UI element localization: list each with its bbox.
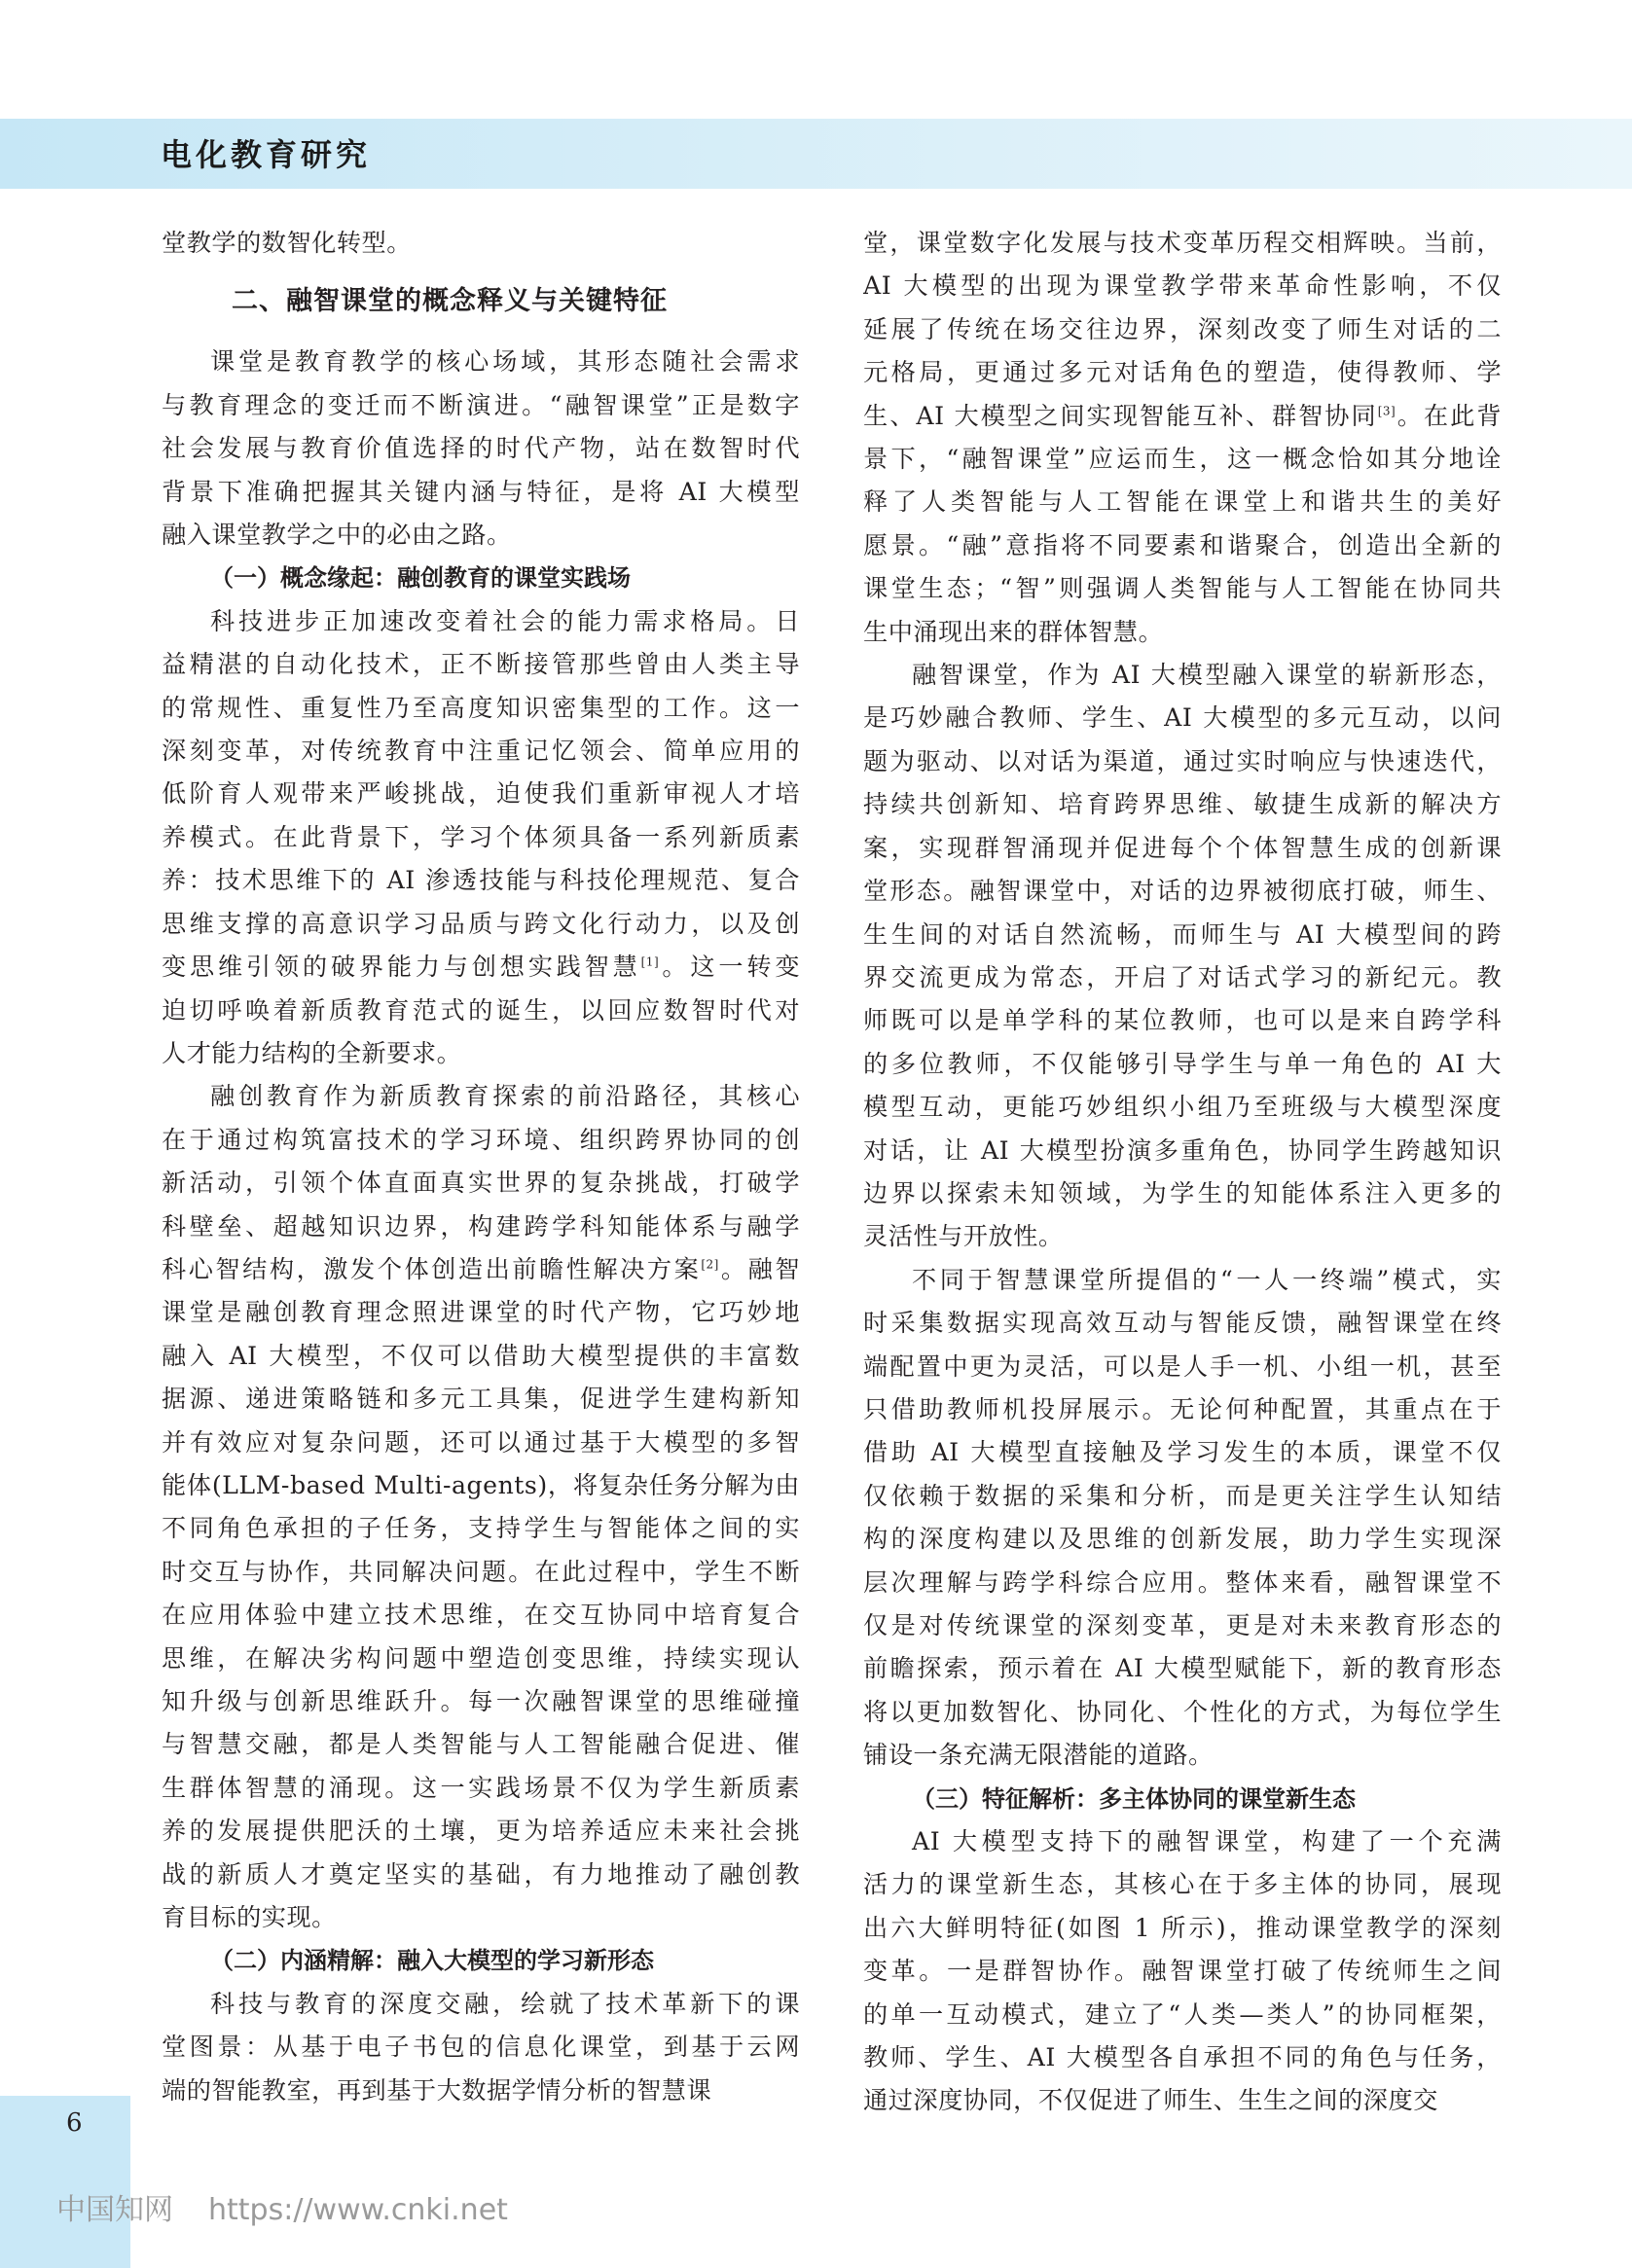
body-text-line: 铺设一条充满无限潜能的道路。 — [863, 1741, 1214, 1770]
body-text-line: 并有效应对复杂问题，还可以通过基于大模型的多智 — [162, 1427, 800, 1457]
body-text-line: 据源、递进策略链和多元工具集，促进学生建构新知 — [162, 1385, 800, 1414]
body-text-line: 科技与教育的深度交融，绘就了技术革新下的课 — [210, 1989, 800, 2018]
body-text-line: 在应用体验中建立技术思维，在交互协同中培育复合 — [162, 1601, 800, 1630]
body-text-line: 背景下准确把握其关键内涵与特征，是将 AI 大模型 — [162, 477, 800, 506]
body-text-line: 时采集数据实现高效互动与智能反馈，融智课堂在终 — [863, 1309, 1502, 1338]
body-text-line: 育目标的实现。 — [162, 1903, 337, 1932]
body-text-line: AI 大模型的出现为课堂教学带来革命性影响，不仅 — [863, 271, 1502, 301]
body-text-line: 养的发展提供肥沃的土壤，更为培养适应未来社会挑 — [162, 1817, 800, 1846]
body-text-line: 新活动，引领个体直面真实世界的复杂挑战，打破学 — [162, 1169, 800, 1198]
body-text-line: 深刻变革，对传统教育中注重记忆领会、简单应用的 — [162, 737, 800, 766]
body-text-line: 端的智能教室，再到基于大数据学情分析的智慧课 — [162, 2075, 712, 2105]
body-text-line: 科壁垒、超越知识边界，构建跨学科知能体系与融学 — [162, 1211, 800, 1241]
body-text-line: 界交流更成为常态，开启了对话式学习的新纪元。教 — [863, 962, 1502, 991]
body-text-line: 科技进步正加速改变着社会的能力需求格局。日 — [210, 606, 800, 635]
body-text-line: 迫切呼唤着新质教育范式的诞生，以回应数智时代对 — [162, 995, 800, 1025]
watermark-logo: 中国知网 — [56, 2193, 173, 2227]
body-text-line: 灵活性与开放性。 — [863, 1222, 1064, 1251]
body-text-line: 养模式。在此背景下，学习个体须具备一系列新质素 — [162, 822, 800, 851]
body-text-line: 低阶育人观带来严峻挑战，迫使我们重新审视人才培 — [162, 779, 800, 809]
cnki-watermark — [56, 2185, 508, 2228]
body-text-line: 人才能力结构的全新要求。 — [162, 1038, 462, 1067]
body-text-line: 释了人类智能与人工智能在课堂上和谐共生的美好 — [863, 487, 1502, 517]
body-text-line: 养：技术思维下的 AI 渗透技能与科技伦理规范、复合 — [162, 866, 800, 895]
body-text-line: 案，实现群智涌现并促进每个个体智慧生成的创新课 — [863, 833, 1502, 862]
body-text-line: 不同于智慧课堂所提倡的“一人一终端”模式，实 — [912, 1265, 1502, 1294]
body-text-line: 仅是对传统课堂的深刻变革，更是对未来教育形态的 — [863, 1611, 1502, 1639]
body-text-line: 愿景。“融”意指将不同要素和谐聚合，创造出全新的 — [863, 530, 1502, 559]
page-number: 6 — [66, 2108, 83, 2138]
body-text-line: 师既可以是单学科的某位教师，也可以是来自跨学科 — [863, 1006, 1502, 1035]
citation-marker: [2] — [701, 1257, 719, 1272]
body-text-line: 科心智结构，激发个体创造出前瞻性解决方案[2]。融智 — [162, 1254, 800, 1283]
body-text-line: 战的新质人才奠定坚实的基础，有力地推动了融创教 — [162, 1859, 800, 1889]
body-text-line: 堂，课堂数字化发展与技术变革历程交相辉映。当前， — [863, 229, 1502, 257]
body-text-line: 变思维引领的破界能力与创想实践智慧[1]。这一转变 — [162, 953, 800, 982]
body-text-line: 模型互动，更能巧妙组织小组乃至班级与大模型深度 — [863, 1093, 1502, 1122]
body-text-line: 只借助教师机投屏展示。无论何种配置，其重点在于 — [863, 1394, 1502, 1423]
body-text-line: 融入 AI 大模型，不仅可以借助大模型提供的丰富数 — [162, 1341, 800, 1370]
section-heading: 二、融智课堂的概念释义与关键特征 — [232, 286, 668, 317]
body-text-line: 景下，“融智课堂”应运而生，这一概念恰如其分地诠 — [863, 445, 1502, 474]
body-text-line: 变革。一是群智协作。融智课堂打破了传统师生之间 — [863, 1957, 1502, 1986]
citation-marker: [1] — [640, 954, 660, 969]
subsection-heading: （三）特征解析：多主体协同的课堂新生态 — [912, 1784, 1356, 1813]
journal-title: 电化教育研究 — [161, 136, 372, 173]
body-text-line: 生群体智慧的涌现。这一实践场景不仅为学生新质素 — [162, 1773, 800, 1802]
body-text-line: 融入课堂教学之中的必由之路。 — [162, 521, 512, 550]
body-text-line: 融创教育作为新质教育探索的前沿路径，其核心 — [210, 1082, 800, 1111]
body-text-line: 延展了传统在场交往边界，深刻改变了师生对话的二 — [863, 314, 1502, 343]
body-text-line: 端配置中更为灵活，可以是人手一机、小组一机，甚至 — [863, 1351, 1502, 1381]
body-text-line: 的常规性、重复性乃至高度知识密集型的工作。这一 — [162, 693, 800, 722]
right-column — [863, 222, 1502, 2123]
watermark-url: https://www.cnki.net — [208, 2193, 508, 2227]
body-text-line: 层次理解与跨学科综合应用。整体来看，融智课堂不 — [863, 1567, 1502, 1597]
body-text-line: 构的深度构建以及思维的创新发展，助力学生实现深 — [863, 1525, 1502, 1554]
body-text-line: 前瞻探索，预示着在 AI 大模型赋能下，新的教育形态 — [863, 1654, 1502, 1683]
body-text-line: 知升级与创新思维跃升。每一次融智课堂的思维碰撞 — [162, 1687, 800, 1715]
body-text-line: 持续共创新知、培育跨界思维、敏捷生成新的解决方 — [863, 790, 1502, 819]
body-text-line: 的多位教师，不仅能够引导学生与单一角色的 AI 大 — [863, 1049, 1502, 1078]
body-text-line: 是巧妙融合教师、学生、AI 大模型的多元互动，以问 — [863, 703, 1502, 733]
body-text-line: 融智课堂，作为 AI 大模型融入课堂的崭新形态， — [912, 661, 1502, 690]
body-text-line: 边界以探索未知领域，为学生的知能体系注入更多的 — [863, 1178, 1502, 1207]
body-text-line: 堂教学的数智化转型。 — [162, 229, 412, 257]
body-text-line: 生生间的对话自然流畅，而师生与 AI 大模型间的跨 — [863, 919, 1502, 949]
page-corner-band — [0, 2096, 130, 2268]
body-text-line: 元格局，更通过多元对话角色的塑造，使得教师、学 — [863, 358, 1502, 387]
body-text-line: AI 大模型支持下的融智课堂，构建了一个充满 — [912, 1827, 1502, 1856]
body-text-line: 课堂是融创教育理念照进课堂的时代产物，它巧妙地 — [162, 1298, 800, 1327]
body-text-line: 出六大鲜明特征(如图 1 所示)，推动课堂教学的深刻 — [863, 1913, 1502, 1942]
left-column — [162, 222, 800, 2112]
body-text-line: 教师、学生、AI 大模型各自承担不同的角色与任务， — [863, 2043, 1502, 2072]
body-text-line: 社会发展与教育价值选择的时代产物，站在数智时代 — [162, 434, 800, 463]
body-text-line: 课堂是教育教学的核心场域，其形态随社会需求 — [210, 347, 800, 377]
body-text-line: 题为驱动、以对话为渠道，通过实时响应与快速迭代， — [863, 746, 1502, 775]
body-text-line: 堂图景：从基于电子书包的信息化课堂，到基于云网 — [162, 2033, 800, 2062]
body-text-line: 将以更加数智化、协同化、个性化的方式，为每位学生 — [863, 1697, 1502, 1726]
body-text-line: 不同角色承担的子任务，支持学生与智能体之间的实 — [162, 1514, 800, 1543]
body-text-line: 益精湛的自动化技术，正不断接管那些曾由人类主导 — [162, 650, 800, 679]
body-text-line: 借助 AI 大模型直接触及学习发生的本质，课堂不仅 — [863, 1438, 1502, 1467]
body-text-line: 课堂生态；“智”则强调人类智能与人工智能在协同共 — [863, 574, 1502, 603]
body-text-line: 生中涌现出来的群体智慧。 — [863, 617, 1164, 646]
body-text-line: 与教育理念的变迁而不断演进。“融智课堂”正是数字 — [162, 390, 800, 419]
body-text-line: 思维支撑的高意识学习品质与跨文化行动力，以及创 — [162, 909, 800, 938]
subsection-heading: （二）内涵精解：融入大模型的学习新形态 — [210, 1947, 654, 1975]
body-text-line: 仅依赖于数据的采集和分析，而是更关注学生认知结 — [863, 1481, 1502, 1510]
body-text-line: 生、AI 大模型之间实现智能互补、群智协同[3]。在此背 — [863, 401, 1502, 430]
body-text-line: 在于通过构筑富技术的学习环境、组织跨界协同的创 — [162, 1125, 800, 1154]
subsection-heading: （一）概念缘起：融创教育的课堂实践场 — [210, 564, 631, 593]
body-text-line: 的单一互动模式，建立了“人类—类人”的协同框架， — [863, 1999, 1502, 2029]
body-text-line: 通过深度协同，不仅促进了师生、生生之间的深度交 — [863, 2086, 1438, 2115]
body-text-line: 对话，让 AI 大模型扮演多重角色，协同学生跨越知识 — [863, 1135, 1502, 1165]
body-text-line: 思维，在解决劣构问题中塑造创变思维，持续实现认 — [162, 1643, 800, 1673]
body-text-line: 时交互与协作，共同解决问题。在此过程中，学生不断 — [162, 1557, 800, 1586]
body-text-line: 与智慧交融，都是人类智能与人工智能融合促进、催 — [162, 1730, 800, 1759]
body-text-line: 活力的课堂新生态，其核心在于多主体的协同，展现 — [863, 1870, 1502, 1899]
body-text-line: 堂形态。融智课堂中，对话的边界被彻底打破，师生、 — [863, 877, 1502, 906]
body-text-line: 能体(LLM-based Multi-agents)，将复杂任务分解为由 — [162, 1470, 800, 1499]
citation-marker: [3] — [1377, 404, 1396, 418]
